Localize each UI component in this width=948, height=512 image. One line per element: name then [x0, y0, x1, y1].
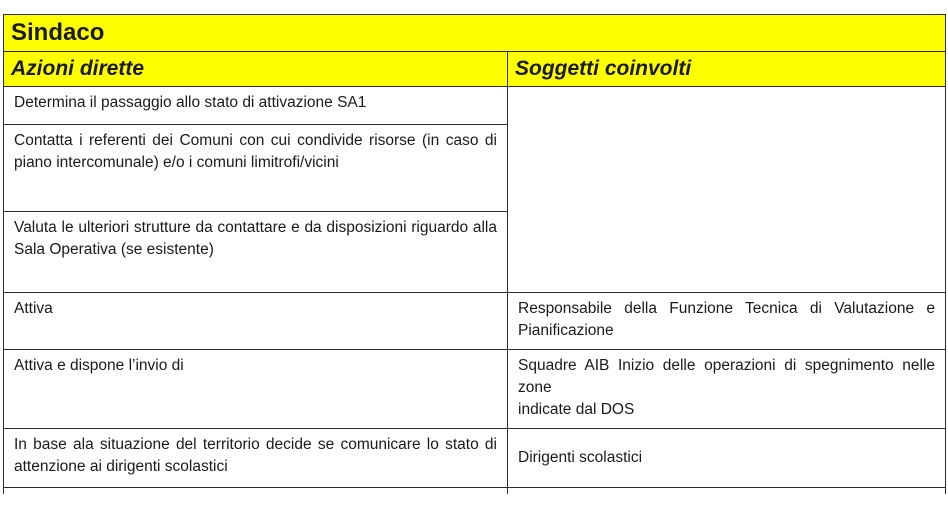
action-cell: Attiva: [4, 293, 508, 350]
table-row: [4, 350, 946, 429]
tail-cell-right: [508, 488, 946, 495]
action-cell: Attiva e dispone l’invio di: [4, 350, 508, 429]
action-cell: In base ala situazione del territorio decide se comunicare lo stato di attenzione ai dirigenti scolastici: [4, 429, 508, 488]
action-cell: Valuta le ulteriori strutture da contattare e da disposizioni riguardo alla Sala Operativa (se esistente): [4, 212, 508, 293]
table-title: Sindaco: [4, 15, 946, 52]
action-cell: Determina il passaggio allo stato di attivazione SA1: [4, 87, 508, 125]
subjects-line: Squadre AIB Inizio delle operazioni di spegnimento nelle zone: [518, 357, 936, 396]
table-row: [4, 87, 946, 125]
subjects-cell: Dirigenti scolastici: [508, 429, 946, 488]
actions-table: [3, 14, 946, 494]
header-subjects: Soggetti coinvolti: [508, 52, 946, 87]
table-row: [4, 429, 946, 488]
action-cell: Contatta i referenti dei Comuni con cui condivide risorse (in caso di piano intercomunale) e/o i comuni limitrofi/vicini: [4, 125, 508, 212]
table-row: [4, 293, 946, 350]
subjects-cell: Responsabile della Funzione Tecnica di Valutazione e Pianificazione: [508, 293, 946, 350]
subjects-line: indicate dal DOS: [518, 401, 635, 418]
title-row: [4, 15, 946, 52]
table-tail: [4, 488, 946, 495]
subjects-cell-empty: [508, 87, 946, 293]
header-row: [4, 52, 946, 87]
tail-cell-left: [4, 488, 508, 495]
subjects-cell: [508, 350, 946, 429]
header-actions: Azioni dirette: [4, 52, 508, 87]
